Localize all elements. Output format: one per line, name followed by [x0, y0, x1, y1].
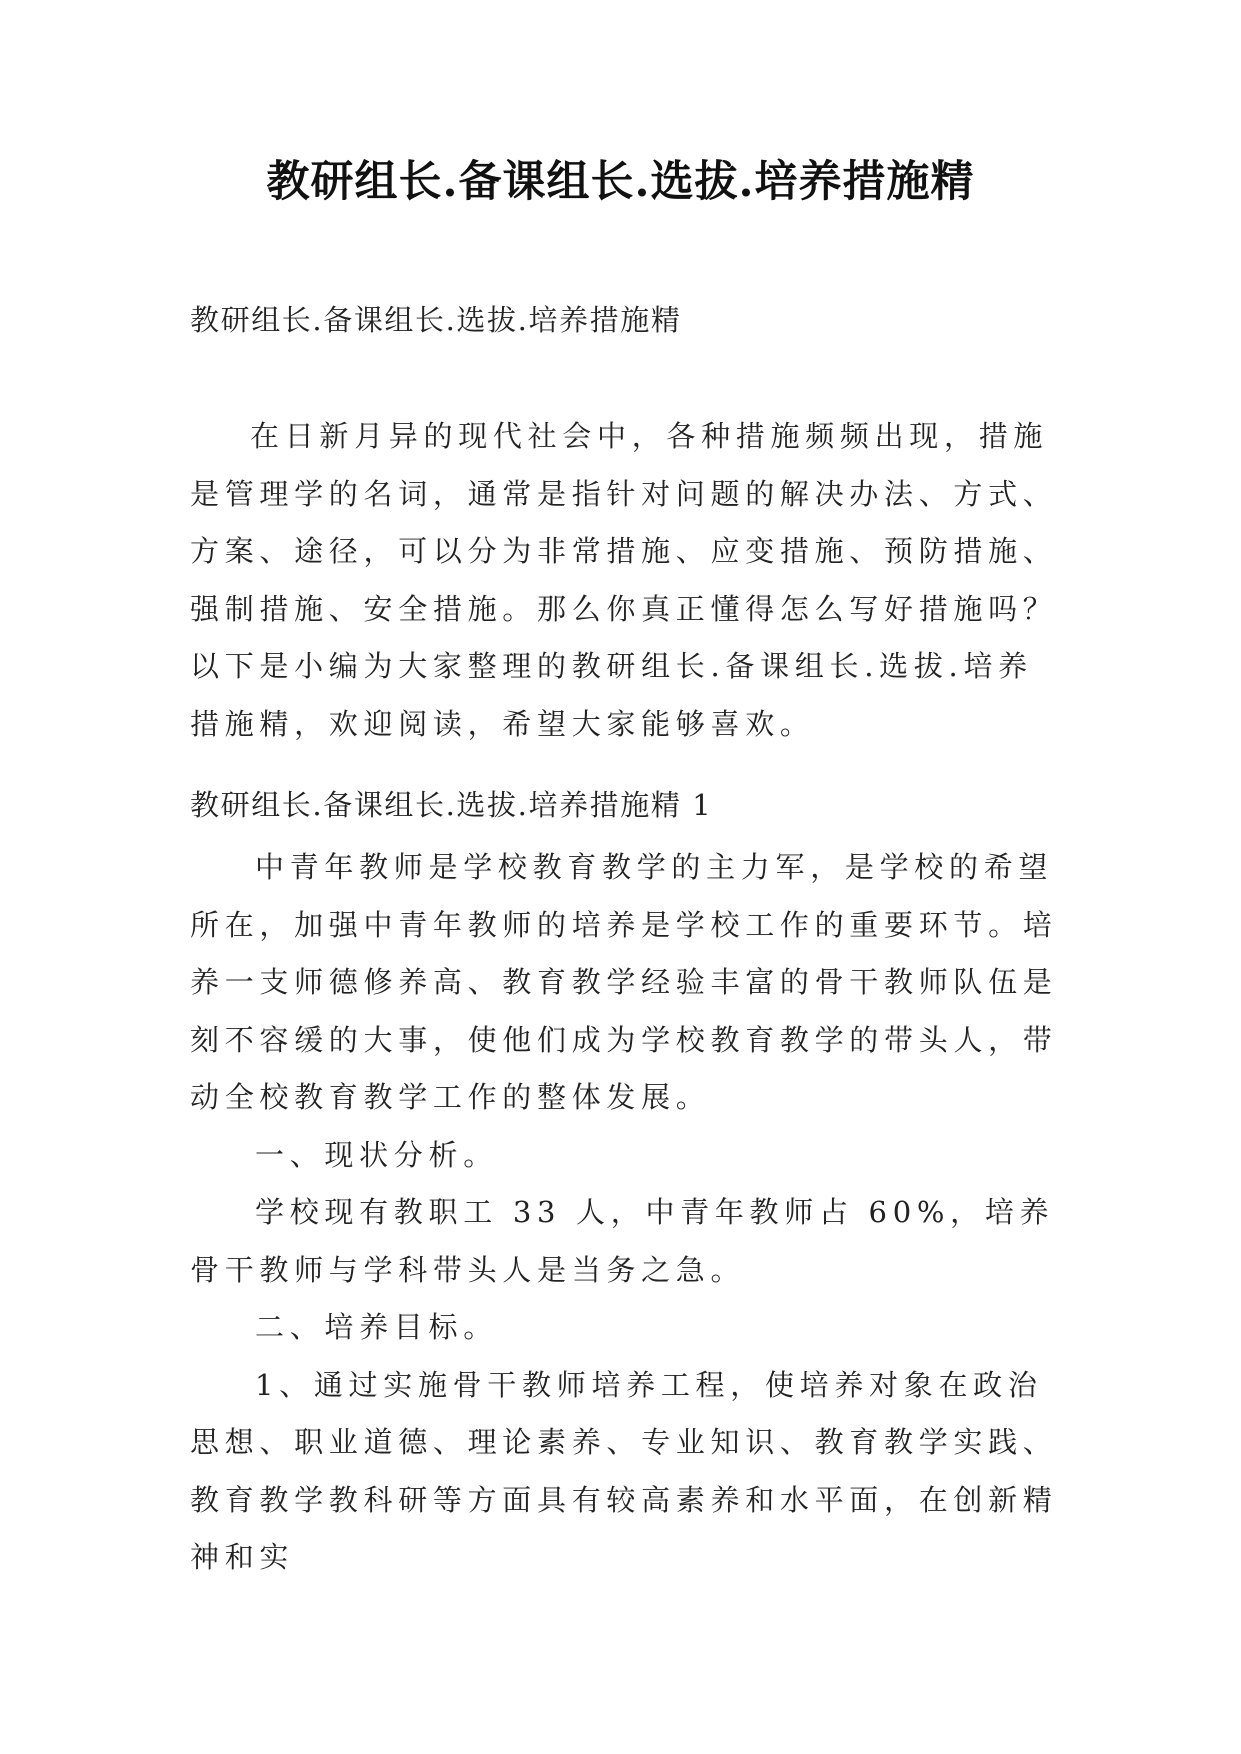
paragraph-goal-1: 1、通过实施骨干教师培养工程，使培养对象在政治思想、职业道德、理论素养、专业知识、教育教学实践、教育教学教科研等方面具有较高素养和水平面，在创新精神和实: [190, 1367, 1058, 1574]
section-body: [190, 839, 1060, 1587]
intro-paragraph: 在日新月异的现代社会中，各种措施频频出现，措施是管理学的名词，通常是指针对问题的解决办法、方式、方案、途径，可以分为非常措施、应变措施、预防措施、强制措施、安全措施。那么你真正懂得怎么写好措施吗？以下是小编为大家整理的教研组长.备课组长.选拔.培养措施精，欢迎阅读，希望大家能够喜欢。: [190, 419, 1058, 741]
paragraph-heading-status: 一、现状分析。: [255, 1137, 498, 1172]
paragraph-heading-goals: 二、培养目标。: [255, 1310, 498, 1344]
section-heading: 教研组长.备课组长.选拔.培养措施精 1: [190, 788, 713, 822]
paragraph-intro-teachers: 中青年教师是学校教育教学的主力军，是学校的希望所在，加强中青年教师的培养是学校工作的重要环节。培养一支师德修养高、教育教学经验丰富的骨干教师队伍是刻不容缓的大事，使他们成为学校教育教学的带头人，带动全校教育教学工作的整体发展。: [190, 850, 1058, 1114]
document-title: 教研组长.备课组长.选拔.培养措施精: [266, 157, 975, 207]
document-subtitle: 教研组长.备课组长.选拔.培养措施精: [190, 303, 682, 337]
paragraph-status-analysis: 学校现有教职工 33 人，中青年教师占 60%，培养骨干教师与学科带头人是当务之急。: [190, 1195, 1055, 1287]
